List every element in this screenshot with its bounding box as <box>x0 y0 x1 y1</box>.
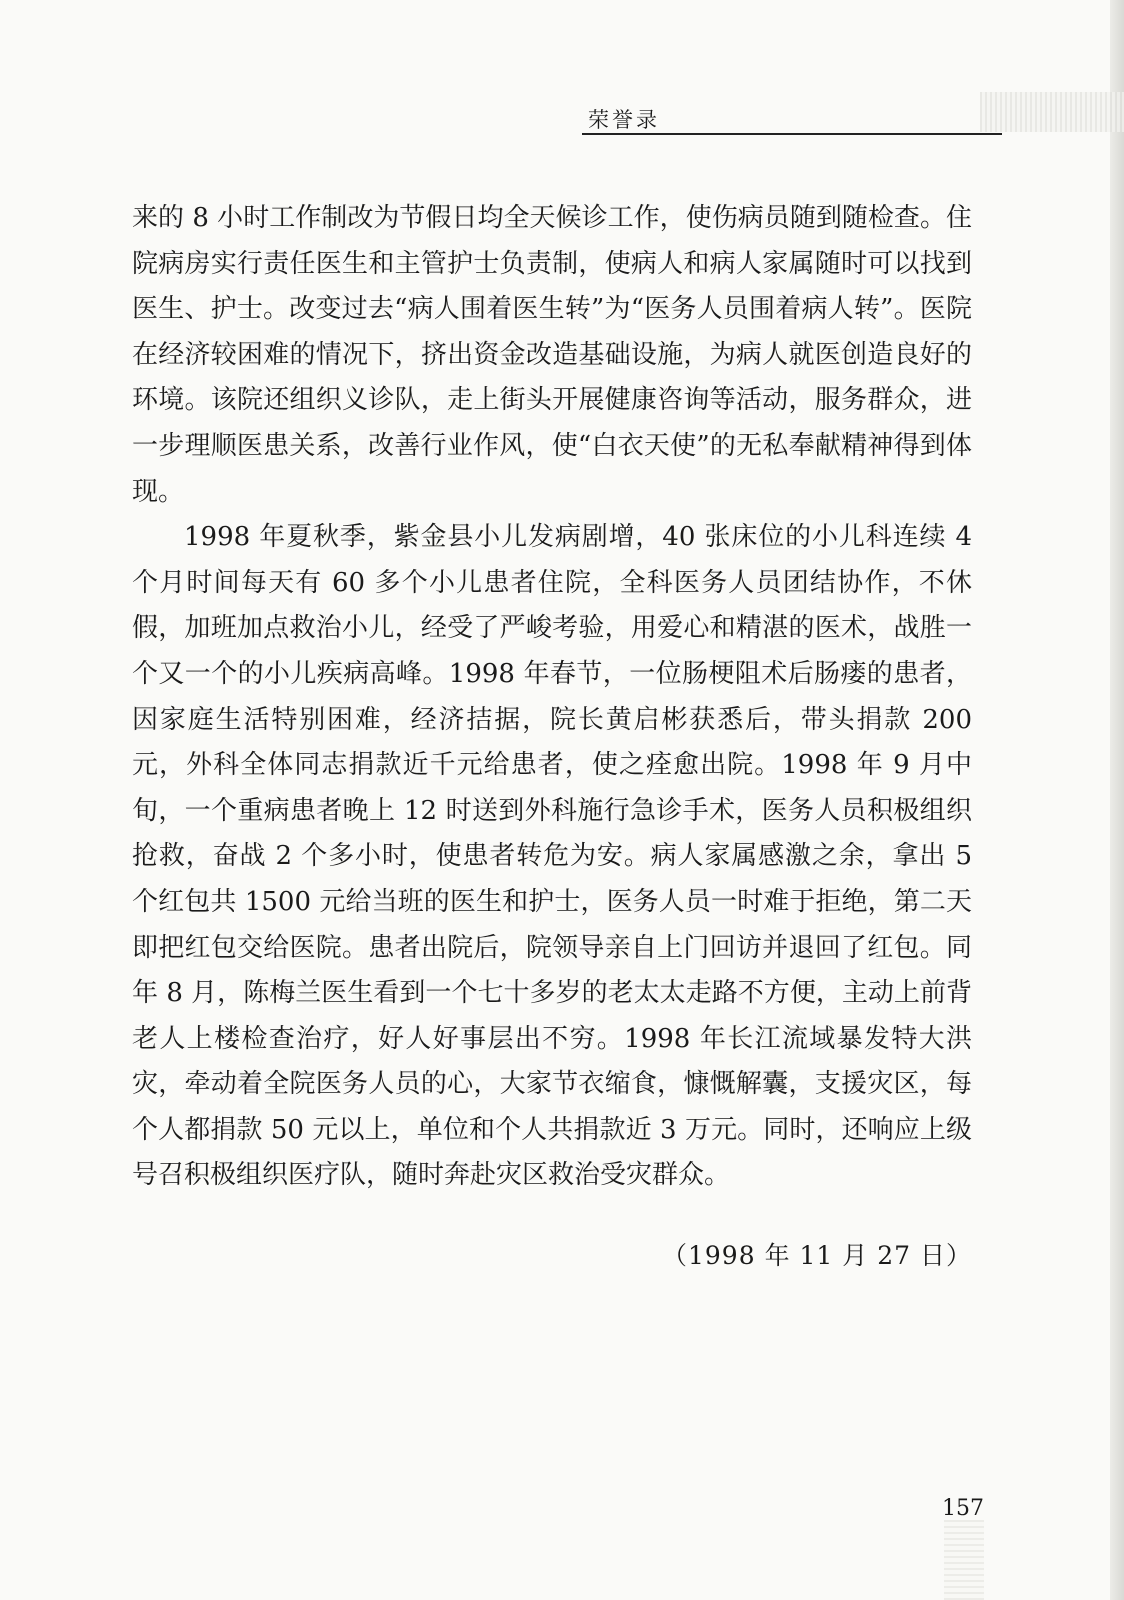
body-text <box>132 196 972 1199</box>
running-head: 荣誉录 <box>588 108 660 132</box>
paragraph: 1998 年夏秋季，紫金县小儿发病剧增，40 张床位的小儿科连续 4 个月时间每天有 60 多个小儿患者住院，全科医务人员团结协作，不休假，加班加点救治小儿，经受了严峻考验，用爱心和精湛的医术，战胜一个又一个的小儿疾病高峰。1998 年春节，一位肠梗阻术后肠瘘的患者，因家庭生活特别困难，经济拮据，院长黄启彬获悉后，带头捐款 200 元，外科全体同志捐款近千元给患者，使之痊愈出院。1998 年 9 月中旬，一个重病患者晚上 12 时送到外科施行急诊手术，医务人员积极组织抢救，奋战 2 个多小时，使患者转危为安。病人家属感激之余，拿出 5 个红包共 1500 元给当班的医生和护士，医务人员一时难于拒绝，第二天即把红包交给医院。患者出院后，院领导亲自上门回访并退回了红包。同年 8 月，陈梅兰医生看到一个七十多岁的老太太走路不方便，主动上前背老人上楼检查治疗，好人好事层出不穷。1998 年长江流域暴发特大洪灾，牵动着全院医务人员的心，大家节衣缩食，慷慨解囊，支援灾区，每个人都捐款 50 元以上，单位和个人共捐款近 3 万元。同时，还响应上级号召积极组织医疗队，随时奔赴灾区救治受灾群众。 <box>132 522 972 1191</box>
scan-artifact-top <box>980 92 1124 132</box>
header-rule <box>582 133 1002 135</box>
paragraph-continuation: 来的 8 小时工作制改为节假日均全天候诊工作，使伤病员随到随检查。住院病房实行责任医生和主管护士负责制，使病人和病人家属随时可以找到医生、护士。改变过去“病人围着医生转”为“医务人员围着病人转”。医院在经济较困难的情况下，挤出资金改造基础设施，为病人就医创造良好的环境。该院还组织义诊队，走上街头开展健康咨询等活动，服务群众，进一步理顺医患关系，改善行业作风，使“白衣天使”的无私奉献精神得到体现。 <box>132 203 972 507</box>
scan-artifact-bottom <box>944 1520 984 1600</box>
scan-edge <box>1110 0 1124 1600</box>
date-line: （1998 年 11 月 27 日） <box>662 1241 972 1270</box>
page-number: 157 <box>942 1496 984 1521</box>
